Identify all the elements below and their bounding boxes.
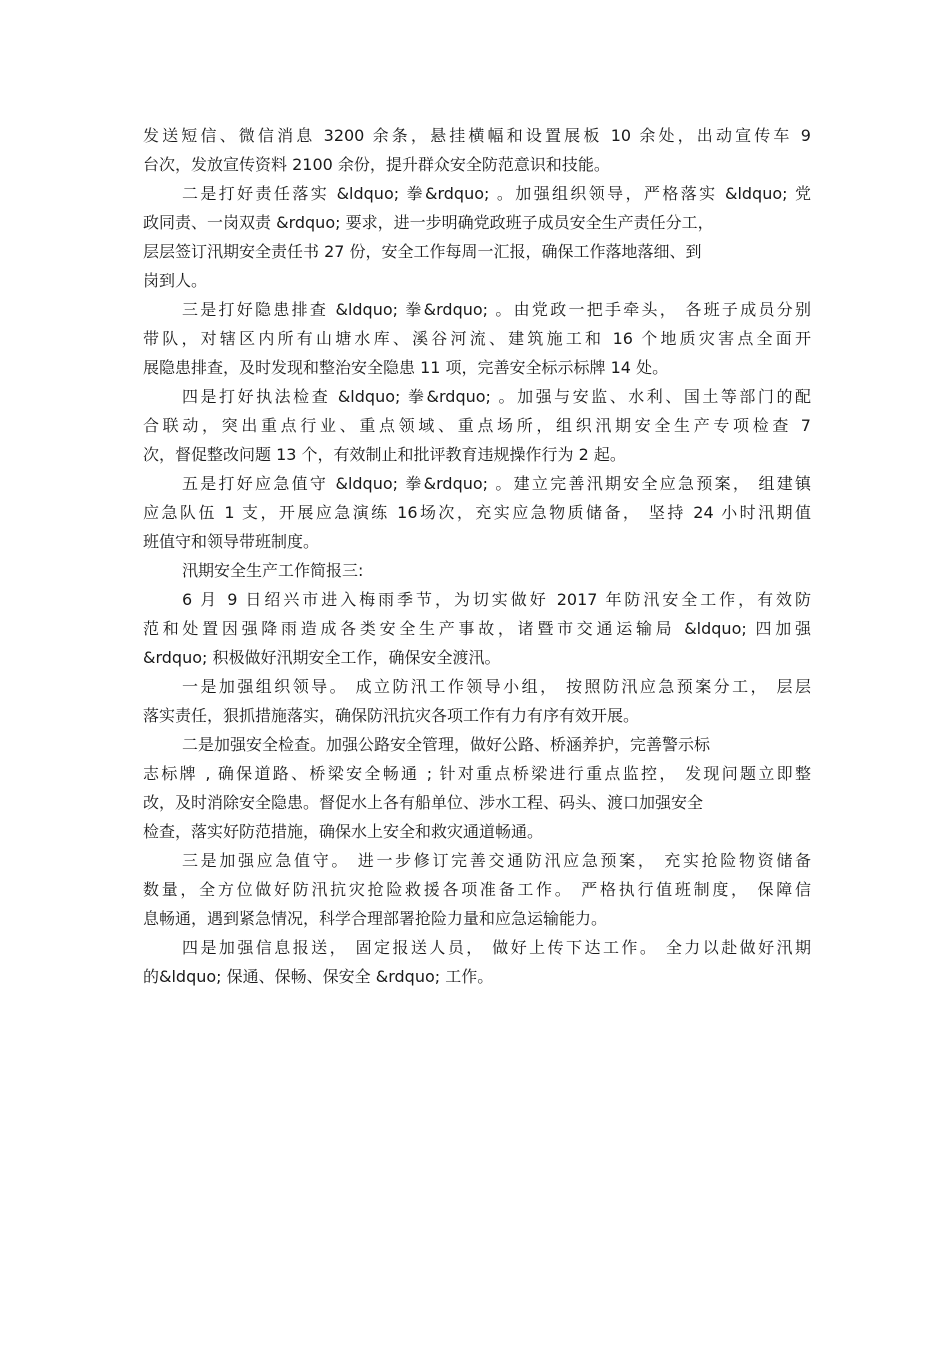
- text-line: 落实责任，狠抓措施落实，确保防汛抗灾各项工作有力有序有效开展。: [143, 706, 640, 725]
- text-line: 二是加强安全检查。加强公路安全管理，做好公路、桥涵养护，完善警示标: [182, 735, 711, 754]
- text-line: 应急队伍 1 支，开展应急演练 16场次，充实应急物质储备， 坚持 24 小时汛期值: [143, 503, 811, 522]
- text-line: 6 月 9 日绍兴市进入梅雨季节，为切实做好 2017 年防汛安全工作，有效防: [182, 590, 811, 609]
- text-line: 志标牌 , 确保道路、桥梁安全畅通 ; 针对重点桥梁进行重点监控， 发现问题立即整: [143, 764, 811, 783]
- text-line: 四是加强信息报送， 固定报送人员， 做好上传下达工作。 全力以赴做好汛期: [182, 938, 811, 957]
- text-line: 岗到人。: [143, 271, 208, 290]
- text-line: 班值守和领导带班制度。: [143, 532, 320, 551]
- text-line: 的&ldquo; 保通、保畅、保安全 &rdquo; 工作。: [143, 967, 494, 986]
- text-line: 数量，全方位做好防汛抗灾抢险救援各项准备工作。 严格执行值班制度， 保障信: [143, 880, 811, 899]
- text-line: 台次，发放宣传资料 2100 余份，提升群众安全防范意识和技能。: [143, 155, 610, 174]
- text-line: 汛期安全生产工作简报三:: [182, 561, 364, 580]
- text-line: 改，及时消除安全隐患。督促水上各有船单位、涉水工程、码头、渡口加强安全: [143, 793, 704, 812]
- text-line: 展隐患排查，及时发现和整治安全隐患 11 项，完善安全标示标牌 14 处。: [143, 358, 669, 377]
- text-line: 发送短信、微信消息 3200 余条，悬挂横幅和设置展板 10 余处，出动宣传车 9: [143, 126, 811, 145]
- text-line: 政同责、一岗双责 &rdquo; 要求，进一步明确党政班子成员安全生产责任分工，: [143, 213, 714, 232]
- text-line: 层层签订汛期安全责任书 27 份，安全工作每周一汇报，确保工作落地落细、到: [143, 242, 702, 261]
- text-line: 一是加强组织领导。 成立防汛工作领导小组， 按照防汛应急预案分工， 层层: [182, 677, 811, 696]
- text-line: 检查，落实好防范措施，确保水上安全和救灾通道畅通。: [143, 822, 544, 841]
- document-body: [143, 121, 811, 991]
- text-line: 五是打好应急值守 &ldquo; 拳&rdquo; 。建立完善汛期安全应急预案， 组建镇: [182, 474, 811, 493]
- text-line: 四是打好执法检查 &ldquo; 拳&rdquo; 。加强与安监、水利、国土等部门的配: [182, 387, 811, 406]
- text-line: 息畅通，遇到紧急情况，科学合理部署抢险力量和应急运输能力。: [143, 909, 608, 928]
- text-line: 次，督促整改问题 13 个，有效制止和批评教育违规操作行为 2 起。: [143, 445, 626, 464]
- text-line: 带队，对辖区内所有山塘水库、溪谷河流、建筑施工和 16 个地质灾害点全面开: [143, 329, 811, 348]
- text-line: 三是打好隐患排查 &ldquo; 拳&rdquo; 。由党政一把手牵头， 各班子成员分别: [182, 300, 811, 319]
- text-line: 三是加强应急值守。 进一步修订完善交通防汛应急预案， 充实抢险物资储备: [182, 851, 811, 870]
- text-line: 二是打好责任落实 &ldquo; 拳&rdquo; 。加强组织领导，严格落实 &ldquo; 党: [182, 184, 811, 203]
- text-line: 合联动，突出重点行业、重点领域、重点场所，组织汛期安全生产专项检查 7: [143, 416, 811, 435]
- text-line: &rdquo; 积极做好汛期安全工作，确保安全渡汛。: [143, 648, 501, 667]
- text-line: 范和处置因强降雨造成各类安全生产事故，诸暨市交通运输局 &ldquo; 四加强: [143, 619, 811, 638]
